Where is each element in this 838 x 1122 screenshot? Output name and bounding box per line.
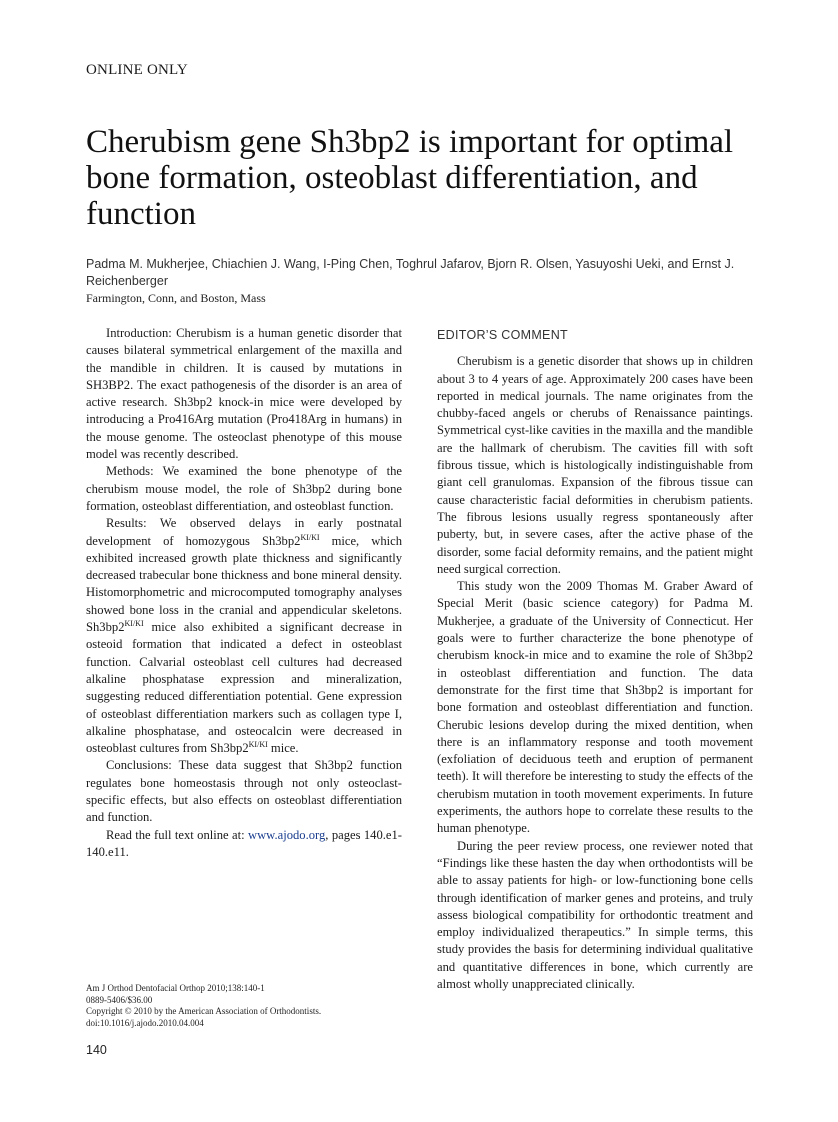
editor-comment-paragraph-2: This study won the 2009 Thomas M. Graber Award of Special Merit (basic science category) for Padma M. Mukherjee, a graduate of the University of Connecticut. Her goals were to further characterize the bone phenotype of cherubism knock-in mice and to examine the role of Sh3bp2 in osteoblast differentiation and function. The data demonstrate for the first time that Sh3bp2 is important for bone formation and osteoblast differentiation and function. Cherubic lesions develop during the mixed dentition, when there is an inflammatory response and tooth movement (exfoliation of deciduous teeth and eruption of permanent teeth). It will therefore be interesting to study the effects of the cherubism mutation in tooth movement experiments. In future experiments, the authors hope to correlate these results to the human phenotype. — [437, 579, 753, 836]
editor-comment-heading: EDITOR’S COMMENT — [437, 328, 568, 342]
editor-comment-column — [437, 327, 753, 993]
abstract-results — [86, 515, 402, 757]
issn-price: 0889-5406/$36.00 — [86, 994, 153, 1005]
citation-block — [86, 983, 416, 1029]
genotype-superscript: KI/KI — [124, 618, 144, 628]
author-list: Padma M. Mukherjee, Chiachien J. Wang, I-Ping Chen, Toghrul Jafarov, Bjorn R. Olsen, Yasuyoshi Ueki, and Ernst J. Reichenberger — [86, 257, 735, 288]
abstract-methods: Methods: We examined the bone phenotype of the cherubism mouse model, the role of Sh3bp2 during bone formation, osteoblast differentiation, and osteoblast function. — [86, 464, 402, 513]
section-label: ONLINE ONLY — [86, 62, 188, 78]
results-text-2: mice, which exhibited increased growth plate thickness and significantly decreased trabecular bone thickness and bone mineral density. Histomorphometric and microcomputed tomography analyses showed bone loss in the cranial and appendicular skeletons. Sh3bp2 — [86, 533, 402, 635]
doi: doi:10.1016/j.ajodo.2010.04.004 — [86, 1017, 204, 1028]
genotype-superscript: KI/KI — [248, 739, 268, 749]
journal-reference: Am J Orthod Dentofacial Orthop 2010;138:140-1 — [86, 983, 265, 993]
editor-comment-paragraph-3: During the peer review process, one reviewer noted that “Findings like these hasten the day when orthodontists will be able to assay patients for high- or low-functioning bone cells through identification of marker genes and proteins, and truly assess biological compatibility for orthodontic treatment and employ individualized therapeutics.” In simple terms, this study provides the basis for determining individual qualitative and quantitative differences in bone, which currently are almost wholly unappreciated clinically. — [437, 838, 753, 991]
results-text-1: Results: We observed delays in early postnatal development of homozygous Sh3bp2 — [86, 516, 402, 548]
read-more-suffix: , pages 140.e1-140.e11. — [86, 827, 402, 859]
results-text-4: mice. — [267, 741, 299, 756]
abstract-introduction: Introduction: Cherubism is a human genetic disorder that causes bilateral symmetrical enlargement of the maxilla and the mandible in children. It is caused by mutations in SH3BP2. The exact pathogenesis of the disorder is an area of active research. Sh3bp2 knock-in mice were developed by introducing a Pro416Arg mutation (Pro418Arg in humans) in the mouse genome. The osteoclast phenotype of this mouse model was recently described. — [86, 326, 402, 462]
genotype-superscript: KI/KI — [300, 532, 320, 542]
abstract-conclusions: Conclusions: These data suggest that Sh3bp2 function regulates bone homeostasis through not only osteoclast-specific effects, but also effects on osteoblast differentiation and function. — [86, 758, 402, 825]
article-title: Cherubism gene Sh3bp2 is important for optimal bone formation, osteoblast differentiation, and function — [86, 124, 734, 232]
journal-link[interactable]: www.ajodo.org — [247, 827, 326, 842]
results-text-3: mice also exhibited a significant decrease in osteoid formation that indicated a defect in osteoblast function. Calvarial osteoblast cell cultures had decreased alkaline phosphatase expression and mineralization, suggesting reduced differentiation potential. Gene expression of osteoblast differentiation markers such as collagen type I, alkaline phosphatase, and osteocalcin were decreased in osteoblast cultures from Sh3bp2 — [86, 620, 402, 756]
read-more — [86, 827, 402, 862]
editor-comment-paragraph-1: Cherubism is a genetic disorder that shows up in children about 3 to 4 years of age. Approximately 200 cases have been reported in medical journals. The name originates from the chubby-faced angels or cherubs of Renaissance paintings. Symmetrical cyst-like cavities in the maxilla and the mandible are the hallmark of cherubism. The cavities fill with soft fibrous tissue, which is histologically indistinguishable from giant cell granulomas. Expansion of the fibrous tissue can cause characteristic facial deformities in cherubism patients. The fibrous lesions usually regress spontaneously after puberty, but, in severe cases, after the active phase of the disorder, some facial deformity remains, and the patient might need surgical correction. — [437, 354, 753, 576]
abstract-column — [86, 325, 402, 861]
copyright-notice: Copyright © 2010 by the American Association of Orthodontists. — [86, 1006, 322, 1016]
page-number: 140 — [86, 1043, 107, 1057]
read-more-prefix: Read the full text online at: — [106, 827, 248, 842]
affiliation: Farmington, Conn, and Boston, Mass — [86, 291, 266, 305]
